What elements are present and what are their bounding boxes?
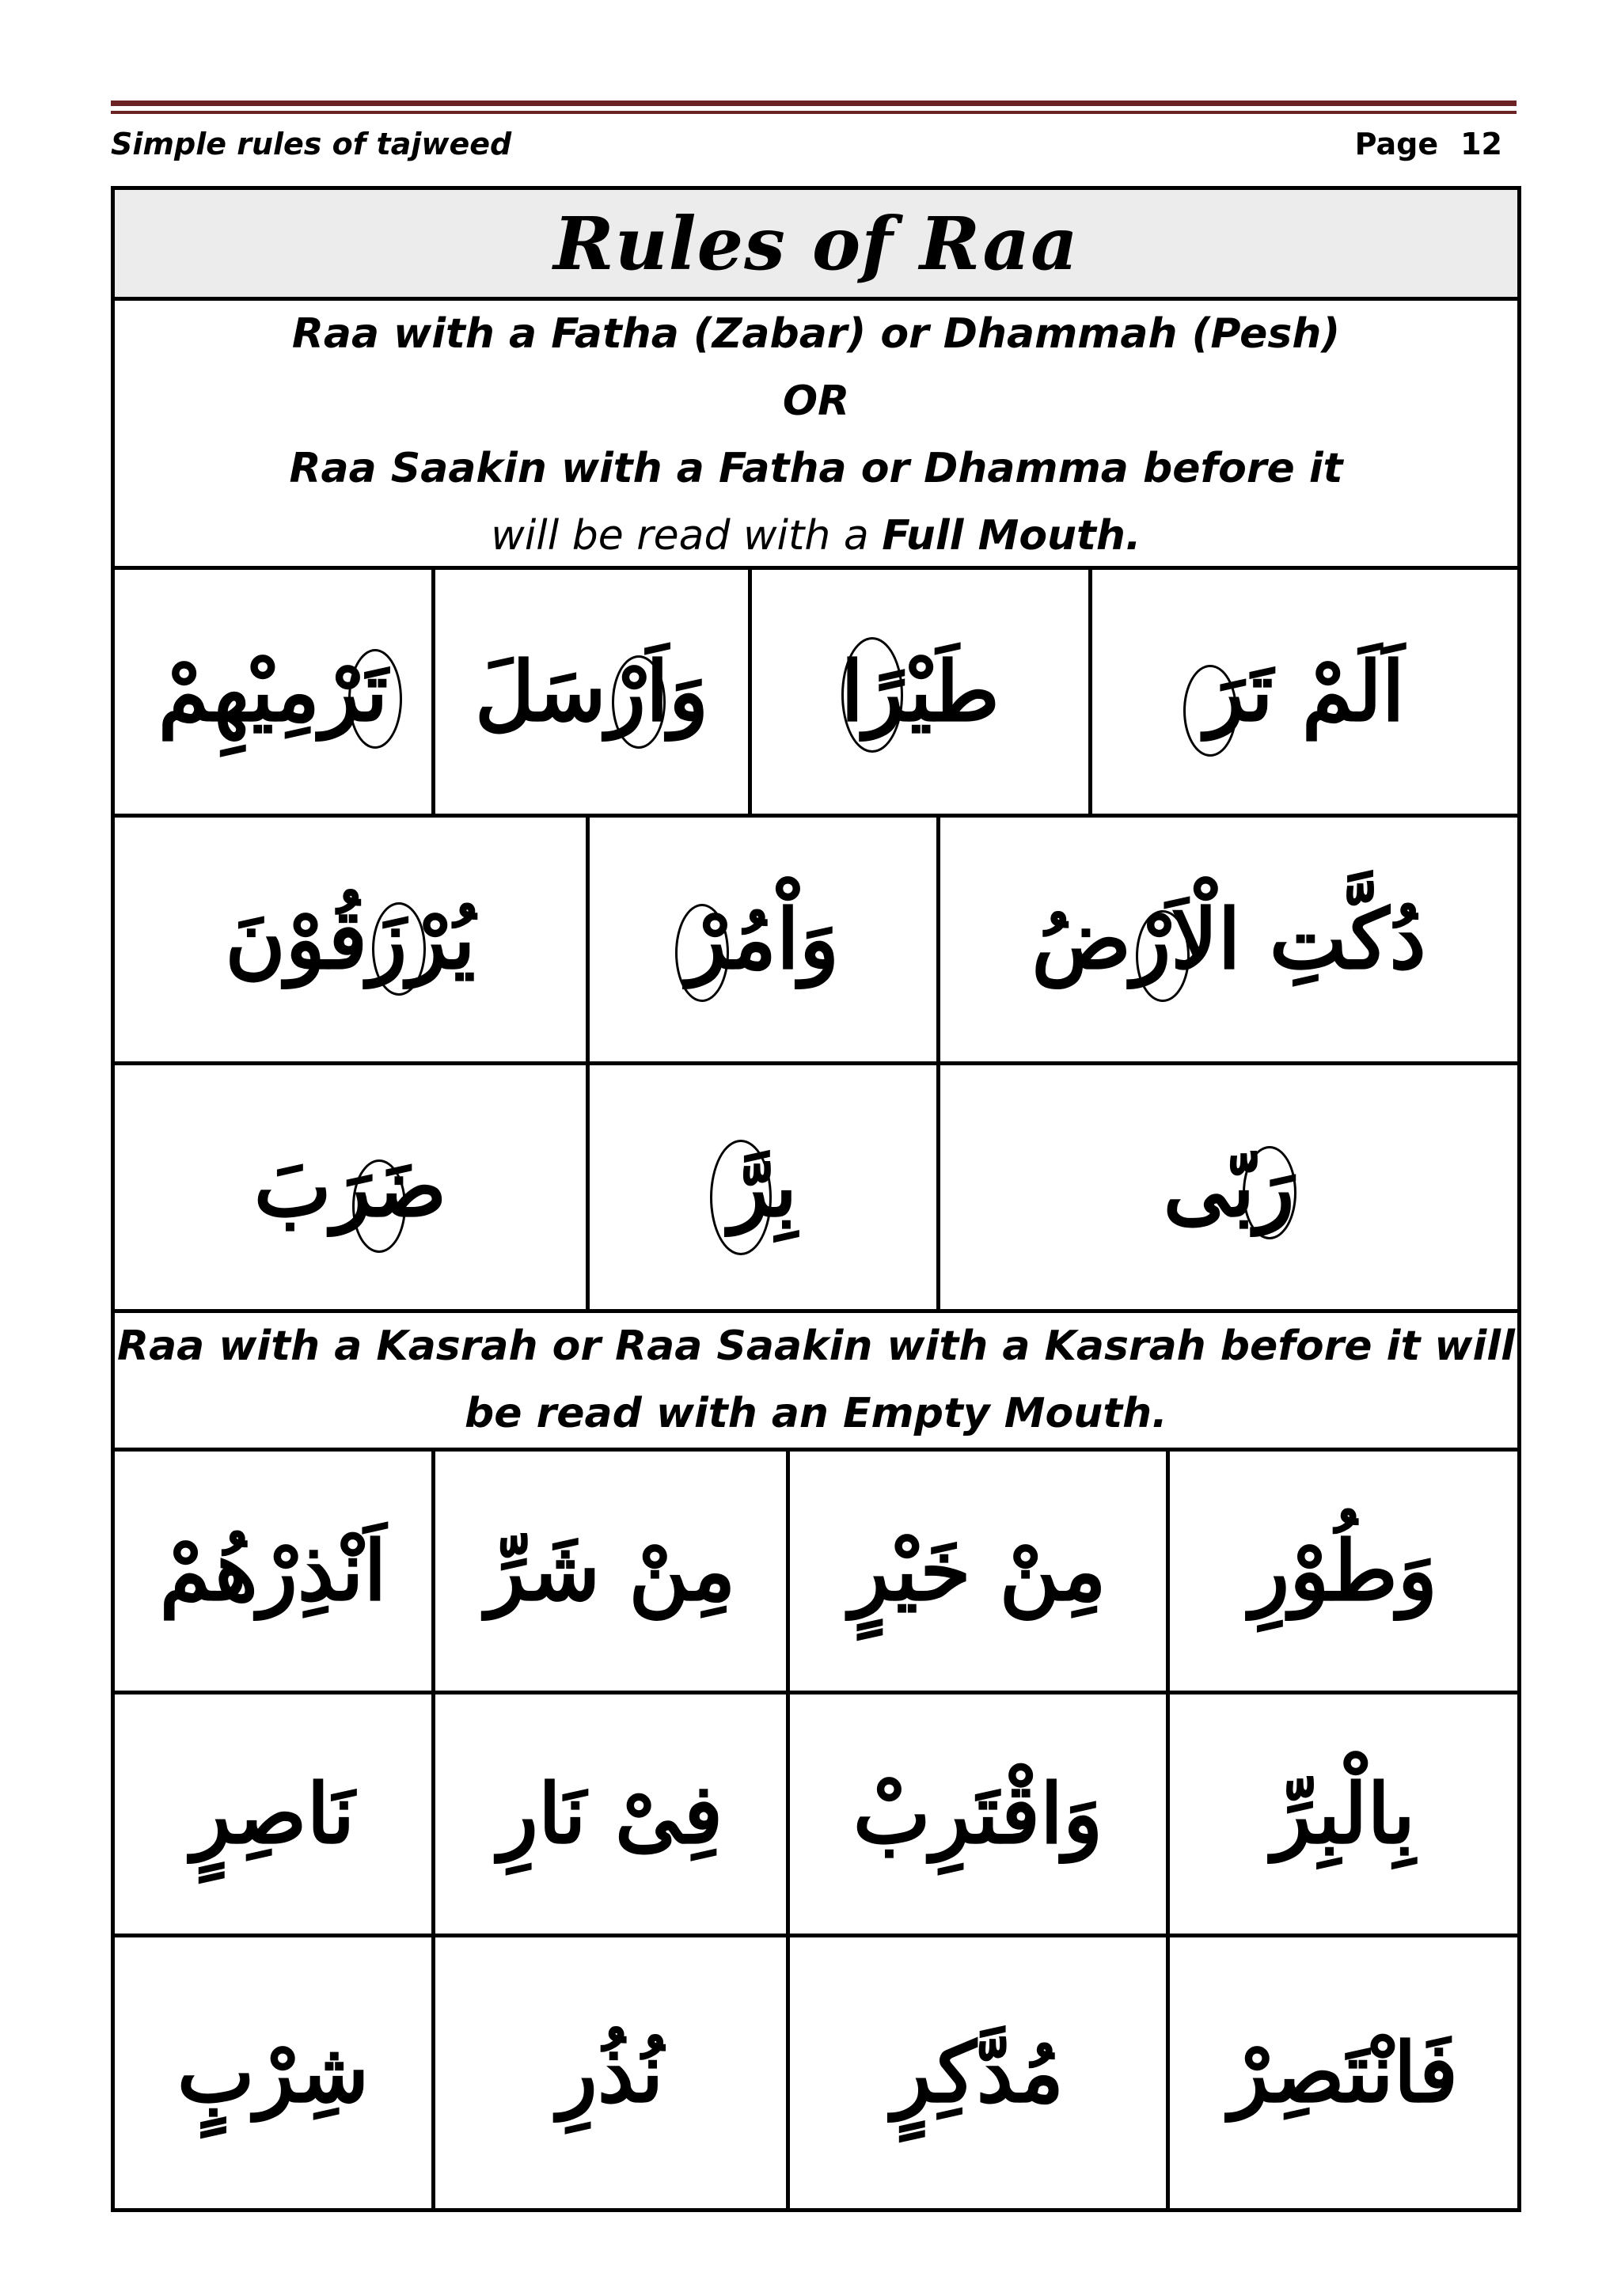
word-cell — [790, 1452, 1170, 1691]
arabic-word: اَنْذِرْهُمْ — [159, 1522, 387, 1619]
arabic-word: دُكَّتِ الْاَرْضُ — [1031, 890, 1426, 988]
arabic-word: طَيْرًا — [841, 643, 1000, 740]
word-cell — [940, 1065, 1517, 1309]
arabic-word: تَرْمِيْهِمْ — [158, 643, 389, 740]
word-cell — [590, 818, 940, 1061]
arabic-word: شِرْبٍ — [177, 2024, 370, 2121]
header-rule-thick — [111, 101, 1517, 106]
rule-line-1: Raa with a Fatha (Zabar) or Dhammah (Pesh) — [291, 310, 1341, 358]
page-indicator — [1333, 127, 1502, 161]
rule-line-2: be read with an Empty Mouth. — [465, 1390, 1167, 1437]
word-cell — [115, 1694, 435, 1934]
arabic-word: مُدَّكِرٍ — [891, 2024, 1065, 2121]
word-cell — [940, 818, 1517, 1061]
raa-highlight-circle — [348, 649, 402, 749]
word-cell — [435, 1452, 790, 1691]
word-cell — [752, 570, 1092, 814]
arabic-word: وَاْمُرْ — [686, 890, 840, 988]
arabic-word: فَانْتَصِرْ — [1228, 2024, 1459, 2121]
arabic-word: نَاصِرٍ — [191, 1765, 355, 1862]
word-cell — [1092, 570, 1517, 814]
arabic-word: وَطُوْرِ — [1250, 1522, 1437, 1619]
word-cell — [115, 1452, 435, 1691]
raa-highlight-circle — [372, 902, 426, 996]
content-frame — [111, 186, 1521, 2212]
rule-line-3: Raa Saakin with a Fatha or Dhamma before it — [289, 445, 1343, 492]
word-cell — [1170, 1452, 1517, 1691]
page-title: Rules of Raa — [553, 200, 1079, 287]
word-cell — [115, 1065, 590, 1309]
title-band — [115, 190, 1517, 301]
empty-mouth-rule — [115, 1313, 1517, 1452]
document-title: Simple rules of tajweed — [111, 127, 512, 161]
arabic-word: ضَرَبَ — [253, 1138, 447, 1235]
word-cell — [1170, 1937, 1517, 2208]
arabic-word: فِىْ نَارِ — [498, 1765, 723, 1862]
raa-highlight-circle — [675, 904, 729, 1002]
page-label: Page — [1354, 127, 1439, 161]
raa-highlight-circle — [710, 1140, 772, 1255]
word-cell — [435, 570, 752, 814]
arabic-word: مِنْ خَيْرٍ — [849, 1522, 1107, 1619]
raa-highlight-circle — [1243, 1146, 1296, 1239]
raa-highlight-circle — [841, 637, 903, 753]
arabic-word: يُرْزَقُوْنَ — [225, 890, 476, 988]
raa-highlight-circle — [612, 655, 666, 749]
page-number: 12 — [1460, 127, 1502, 161]
rule-line-or: OR — [782, 378, 850, 425]
word-cell — [435, 1937, 790, 2208]
arabic-word: وَاقْتَرِبْ — [852, 1765, 1103, 1862]
arabic-word: اَلَمْ تَرَ — [1205, 643, 1405, 740]
rule-line-4: will be read with a Full Mouth. — [491, 512, 1141, 560]
arabic-word: رَبّى — [1163, 1138, 1295, 1235]
rule-line-1: Raa with a Kasrah or Raa Saakin with a Kasrah before it will — [117, 1323, 1515, 1370]
word-cell — [435, 1694, 790, 1934]
full-mouth-row-3 — [115, 1065, 1517, 1313]
raa-highlight-circle — [352, 1159, 406, 1253]
header-rule-thin — [111, 111, 1517, 114]
arabic-word: نُذُرِ — [557, 2024, 664, 2121]
arabic-word: وَاَرْسَلَ — [474, 643, 709, 740]
word-cell — [115, 818, 590, 1061]
arabic-word: مِنْ شَرِّ — [485, 1522, 736, 1619]
full-mouth-row-2 — [115, 818, 1517, 1065]
arabic-word: بِالْبِرِّ — [1271, 1765, 1416, 1862]
full-mouth-row-1 — [115, 570, 1517, 818]
word-cell — [115, 1937, 435, 2208]
word-cell — [790, 1694, 1170, 1934]
word-cell — [790, 1937, 1170, 2208]
word-cell — [1170, 1694, 1517, 1934]
arabic-word: بِرَّ — [728, 1138, 798, 1235]
full-mouth-rule — [115, 301, 1517, 570]
empty-mouth-row-3 — [115, 1937, 1517, 2208]
raa-highlight-circle — [1183, 665, 1237, 757]
empty-mouth-row-1 — [115, 1452, 1517, 1694]
raa-highlight-circle — [1136, 910, 1190, 1002]
empty-mouth-row-2 — [115, 1694, 1517, 1937]
